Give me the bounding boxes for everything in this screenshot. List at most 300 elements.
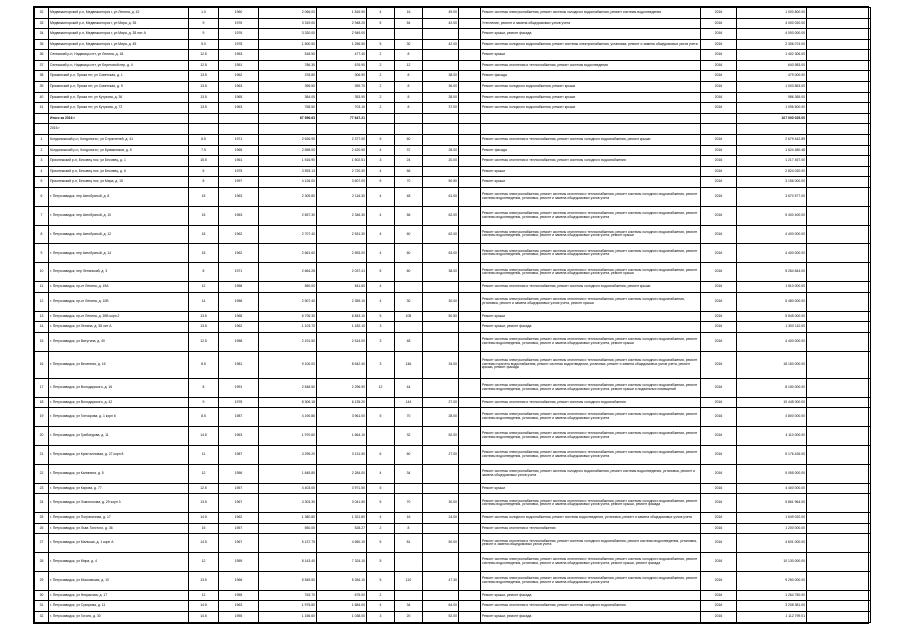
cell-d bbox=[459, 332, 481, 351]
cell-yr: 2016 bbox=[701, 18, 737, 29]
cell-a: 4 bbox=[367, 187, 395, 206]
cell-d bbox=[459, 513, 481, 524]
cell-empty bbox=[807, 601, 871, 612]
cell-empty bbox=[807, 29, 871, 40]
cell-empty bbox=[807, 8, 871, 19]
cell-b: 48 bbox=[395, 187, 423, 206]
cell-work: Ремонт системы электроснабжения, ремонт системы отопления и теплоснабжения, ремонт системы холодного водоснабжения, ремонт системы водоотведения, установка, ремонт и замена общедомовых узлов учета bbox=[481, 571, 701, 590]
cell-work: Ремонт системы электроснабжения, ремонт системы отопления и теплоснабжения, ремонт системы холодного водоснабжения, ремонт системы водоотведения, установка, ремонт и замена общедомовых узлов учета bbox=[481, 244, 701, 263]
cell-addr: Кондопожский р-н, Кондопога г, ул Бумажников, д. 5 bbox=[49, 145, 189, 156]
cell-year: 1965 bbox=[219, 145, 259, 156]
cell-area: 3 593.13 bbox=[259, 166, 317, 177]
cell-work: Ремонт системы электроснабжения, ремонт системы отопления и теплоснабжения, ремонт системы холодного водоснабжения, ремонт системы водоотведения, установка, ремонт и замена общедомовых узлов учета, ремонт крыши и подвальных помещений bbox=[481, 378, 701, 397]
cell-a: 4 bbox=[367, 225, 395, 244]
cell-floors: 14.5 bbox=[189, 513, 219, 524]
cell-b: 44 bbox=[395, 378, 423, 397]
cell-d bbox=[459, 311, 481, 322]
cell-floors: 15 bbox=[189, 523, 219, 534]
cell-area: 3 295.20 bbox=[259, 445, 317, 464]
cell-d bbox=[459, 553, 481, 572]
cell-year: 1991 bbox=[219, 378, 259, 397]
table-row bbox=[35, 29, 871, 40]
cell-work: Ремонт системы электроснабжения, ремонт системы отопления и теплоснабжения, ремонт системы холодного водоснабжения, ремонт системы водоотведения, установка, ремонт и замена общедомовых узлов учета, ремонт крыши bbox=[481, 332, 701, 351]
cell-area2: 3 607.00 bbox=[317, 177, 367, 188]
cell-floors: 15.5 bbox=[189, 156, 219, 167]
cell-year: 1976 bbox=[219, 29, 259, 40]
cell-d bbox=[459, 244, 481, 263]
cell-area: 1 103.70 bbox=[259, 322, 317, 333]
cell-cost: 1 000 800.00 bbox=[737, 8, 807, 19]
table-row bbox=[35, 445, 871, 464]
cell-year: 1962 bbox=[219, 322, 259, 333]
cell-addr: Пряжинский р-н, Пряжа пгт, ул Советская, д. 5 bbox=[49, 82, 189, 93]
cell-yr bbox=[701, 124, 737, 135]
cell-c bbox=[423, 60, 459, 71]
cell-d bbox=[459, 225, 481, 244]
cell-c: 20.00 bbox=[423, 156, 459, 167]
cell-yr: 2016 bbox=[701, 445, 737, 464]
cell-d bbox=[459, 71, 481, 82]
cell-empty bbox=[807, 113, 871, 124]
cell-yr: 2016 bbox=[701, 263, 737, 282]
cell-yr: 2016 bbox=[701, 244, 737, 263]
cell-c: 38.00 bbox=[423, 92, 459, 103]
cell-yr: 2016 bbox=[701, 92, 737, 103]
cell-a: 5 bbox=[367, 134, 395, 145]
cell-b: 8 bbox=[395, 92, 423, 103]
cell-cost: 2 679 442.89 bbox=[737, 134, 807, 145]
cell-a: 4 bbox=[367, 513, 395, 524]
cell-yr: 2016 bbox=[701, 571, 737, 590]
cell-empty bbox=[807, 263, 871, 282]
cell-d bbox=[459, 92, 481, 103]
table-row bbox=[35, 311, 871, 322]
cell-year: 1963 bbox=[219, 427, 259, 446]
cell-n: 20 bbox=[35, 427, 49, 446]
cell-addr: 2016 г bbox=[49, 124, 189, 135]
cell-addr: Пряжинский р-н, Пряжа пгт, ул Советская, д. 1 bbox=[49, 71, 189, 82]
cell-addr: г. Петрозаводск, ул Ватутина, д. 40 bbox=[49, 332, 189, 351]
cell-floors: 13.5 bbox=[189, 82, 219, 93]
cell-cost: 1 402 306.00 bbox=[737, 50, 807, 61]
cell-area: 5 137.75 bbox=[259, 534, 317, 553]
cell-n: 2 bbox=[35, 145, 49, 156]
cell-a: 3 bbox=[367, 156, 395, 167]
cell-empty bbox=[807, 82, 871, 93]
cell-area: 3 319.00 bbox=[259, 18, 317, 29]
cell-area: 768.50 bbox=[259, 103, 317, 114]
cell-empty bbox=[807, 156, 871, 167]
cell-b bbox=[395, 590, 423, 601]
cell-area2: 2 514.00 bbox=[317, 332, 367, 351]
cell-area2: 7 324.10 bbox=[317, 553, 367, 572]
cell-cost: 640 983.00 bbox=[737, 60, 807, 71]
cell-area2: 2 720.30 bbox=[317, 166, 367, 177]
cell-floors: 7.5 bbox=[189, 145, 219, 156]
table-row bbox=[35, 103, 871, 114]
cell-a: 12 bbox=[367, 378, 395, 397]
cell-a: 5 bbox=[367, 553, 395, 572]
cell-n bbox=[35, 113, 49, 124]
cell-empty bbox=[807, 483, 871, 494]
cell-year: 1956 bbox=[219, 464, 259, 483]
cell-floors: 8 bbox=[189, 378, 219, 397]
cell-area: 786.30 bbox=[259, 60, 317, 71]
cell-d bbox=[459, 494, 481, 513]
cell-area: 5 545.50 bbox=[259, 571, 317, 590]
table-row bbox=[35, 60, 871, 71]
cell-d bbox=[459, 18, 481, 29]
cell-year: 1961 bbox=[219, 156, 259, 167]
cell-floors: 11 bbox=[189, 445, 219, 464]
table-row bbox=[35, 292, 871, 311]
cell-yr: 2016 bbox=[701, 378, 737, 397]
cell-cost: 18 150 000.00 bbox=[737, 351, 807, 378]
cell-cost: 479 000.00 bbox=[737, 71, 807, 82]
cell-empty bbox=[807, 39, 871, 50]
cell-a: 3 bbox=[367, 332, 395, 351]
table-row bbox=[35, 82, 871, 93]
cell-year: 1956 bbox=[219, 292, 259, 311]
cell-yr: 2016 bbox=[701, 464, 737, 483]
cell-floors bbox=[189, 113, 219, 124]
cell-c bbox=[423, 282, 459, 293]
cell-b: 60 bbox=[395, 445, 423, 464]
cell-b: 81 bbox=[395, 534, 423, 553]
cell-cost: 4 000 000.00 bbox=[737, 29, 807, 40]
cell-n: 12 bbox=[35, 292, 49, 311]
cell-a bbox=[367, 29, 395, 40]
cell-a: 4 bbox=[367, 292, 395, 311]
table-row bbox=[35, 156, 871, 167]
cell-area: 550.00 bbox=[259, 523, 317, 534]
cell-n: 19 bbox=[35, 408, 49, 427]
cell-work: Ремонт системы отопления и теплоснабжения, ремонт системы холодного водоснабжения bbox=[481, 397, 701, 408]
cell-area: 2 661.60 bbox=[259, 244, 317, 263]
cell-area: 67 596.63 bbox=[259, 113, 317, 124]
cell-addr: Пряжинский р-н, Пряжа пгт, ул Кутузова, д. 72 bbox=[49, 103, 189, 114]
cell-yr: 2016 bbox=[701, 397, 737, 408]
cell-cost: 5 176 426.00 bbox=[737, 445, 807, 464]
cell-d bbox=[459, 39, 481, 50]
cell-n: 28 bbox=[35, 553, 49, 572]
cell-addr: Прионежский р-н, Бесовец пос, ул Мира, д. 15 bbox=[49, 177, 189, 188]
cell-c: 38.00 bbox=[423, 263, 459, 282]
cell-n: 29 bbox=[35, 571, 49, 590]
cell-c: 47.30 bbox=[423, 571, 459, 590]
cell-empty bbox=[807, 311, 871, 322]
cell-b: 108 bbox=[395, 311, 423, 322]
cell-year: 1978 bbox=[219, 397, 259, 408]
cell-cost: 4 400 000.00 bbox=[737, 225, 807, 244]
cell-empty bbox=[807, 166, 871, 177]
table-row bbox=[35, 590, 871, 601]
cell-empty bbox=[807, 145, 871, 156]
cell-a: 5 bbox=[367, 534, 395, 553]
cell-n: 33 bbox=[35, 18, 49, 29]
cell-c bbox=[423, 523, 459, 534]
cell-a bbox=[367, 397, 395, 408]
cell-b bbox=[395, 322, 423, 333]
cell-year: 1976 bbox=[219, 18, 259, 29]
cell-empty bbox=[807, 553, 871, 572]
cell-work: Ремонт системы электроснабжения, ремонт системы отопления и теплоснабжения, ремонт системы холодного водоснабжения, ремонт системы водоотведения, установка, ремонт и замена общедомовых узлов учета, ремонт крыши bbox=[481, 263, 701, 282]
cell-cost: 5 055 000.00 bbox=[737, 464, 807, 483]
cell-year: 1957 bbox=[219, 523, 259, 534]
cell-work: Ремонт крыши bbox=[481, 166, 701, 177]
cell-work: Ремонт системы отопления и теплоснабжения, ремонт системы холодного водоснабжения bbox=[481, 601, 701, 612]
cell-n: 15 bbox=[35, 332, 49, 351]
cell-area2: 2 116.30 bbox=[317, 187, 367, 206]
cell-b: 56 bbox=[395, 166, 423, 177]
cell-floors: 8.5 bbox=[189, 408, 219, 427]
cell-b bbox=[395, 282, 423, 293]
cell-work: Ремонт системы электроснабжения, ремонт системы холодного водоснабжения, ремонт системы водоотведения bbox=[481, 8, 701, 19]
cell-area: 2 507.40 bbox=[259, 292, 317, 311]
cell-year: 1955 bbox=[219, 611, 259, 622]
cell-c: 36.00 bbox=[423, 82, 459, 93]
cell-work: Ремонт системы электроснабжения, ремонт системы отопления и теплоснабжения, ремонт системы холодного водоснабжения, ремонт системы водоотведения, установка, ремонт и замена общедомовых узлов учета bbox=[481, 187, 701, 206]
cell-addr: г. Петрозаводск, ул Калинина, д. 5 bbox=[49, 464, 189, 483]
cell-d bbox=[459, 601, 481, 612]
cell-a: 2 bbox=[367, 103, 395, 114]
cell-area2: 2 949.00 bbox=[317, 29, 367, 40]
cell-year: 1971 bbox=[219, 134, 259, 145]
cell-n: 36 bbox=[35, 50, 49, 61]
cell-work: Ремонт системы отопления и теплоснабжения, ремонт системы холодного водоснабжения, ремонт крыши bbox=[481, 282, 701, 293]
cell-floors: 9 bbox=[189, 397, 219, 408]
table-row bbox=[35, 134, 871, 145]
cell-work: Ремонт системы отопления и теплоснабжения, ремонт системы холодного водоснабжения, ремонт крыши bbox=[481, 134, 701, 145]
cell-addr: г. Петрозаводск, ул Кирова, д. 77 bbox=[49, 483, 189, 494]
cell-area: 4 190.86 bbox=[259, 408, 317, 427]
cell-addr: г. Петрозаводск, пер Ленинский, д. 3 bbox=[49, 263, 189, 282]
cell-b bbox=[395, 113, 423, 124]
cell-b: 70 bbox=[395, 408, 423, 427]
cell-year: 1963 bbox=[219, 82, 259, 93]
cell-year: 1975 bbox=[219, 166, 259, 177]
cell-yr: 2016 bbox=[701, 494, 737, 513]
cell-area2: 306.90 bbox=[317, 71, 367, 82]
table-row bbox=[35, 263, 871, 282]
table-row bbox=[35, 408, 871, 427]
cell-floors: 5 bbox=[189, 166, 219, 177]
cell-addr: Сегежский р-н, Надвоицы пгт, ул Береговой пер, д. 4 bbox=[49, 60, 189, 71]
cell-addr: г. Петрозаводск, ул Суворова, д. 11 bbox=[49, 601, 189, 612]
cell-addr: г. Петрозаводск, пер Автобусный, д. 8 bbox=[49, 187, 189, 206]
cell-empty bbox=[807, 177, 871, 188]
cell-floors: 12 bbox=[189, 282, 219, 293]
table-row bbox=[35, 18, 871, 29]
cell-n: 22 bbox=[35, 464, 49, 483]
cell-floors: 12 bbox=[189, 553, 219, 572]
cell-addr: г. Петрозаводск, пер Автобусный, д. 10 bbox=[49, 206, 189, 225]
cell-b: 34 bbox=[395, 601, 423, 612]
cell-n: 38 bbox=[35, 71, 49, 82]
cell-area2: 675.00 bbox=[317, 590, 367, 601]
cell-c bbox=[423, 134, 459, 145]
cell-floors: 14.5 bbox=[189, 427, 219, 446]
cell-addr: г. Петрозаводск, ул Ломоносова, д. 29 корп 3 bbox=[49, 494, 189, 513]
cell-c: 61.00 bbox=[423, 187, 459, 206]
cell-empty bbox=[807, 322, 871, 333]
cell-work: Ремонт крыши, ремонт фасада bbox=[481, 322, 701, 333]
cell-area2: 3 971.50 bbox=[317, 483, 367, 494]
cell-c: 34.00 bbox=[423, 351, 459, 378]
cell-c: 27.00 bbox=[423, 445, 459, 464]
cell-yr: 2016 bbox=[701, 29, 737, 40]
cell-yr: 2016 bbox=[701, 177, 737, 188]
table-row bbox=[35, 50, 871, 61]
cell-cost: 1 200 000.00 bbox=[737, 523, 807, 534]
cell-cost: 4 000 020.00 bbox=[737, 18, 807, 29]
cell-n: 21 bbox=[35, 445, 49, 464]
cell-c bbox=[423, 166, 459, 177]
cell-yr: 2016 bbox=[701, 103, 737, 114]
cell-c: 49.00 bbox=[423, 8, 459, 19]
cell-c bbox=[423, 378, 459, 397]
cell-d bbox=[459, 124, 481, 135]
cell-work: Ремонт системы холодного водоснабжения, ремонт крыши bbox=[481, 82, 701, 93]
cell-n: 23 bbox=[35, 483, 49, 494]
cell-yr: 2016 bbox=[701, 282, 737, 293]
cell-area2: 3 041.50 bbox=[317, 494, 367, 513]
cell-year: 1962 bbox=[219, 244, 259, 263]
cell-c: 42.00 bbox=[423, 18, 459, 29]
cell-area2: 359.70 bbox=[317, 82, 367, 93]
cell-a: 5 bbox=[367, 177, 395, 188]
cell-n: 4 bbox=[35, 166, 49, 177]
cell-cost: 4 400 000.00 bbox=[737, 483, 807, 494]
cell-area2: 3 131.50 bbox=[317, 445, 367, 464]
cell-area: 384.00 bbox=[259, 92, 317, 103]
cell-year: 1963 bbox=[219, 601, 259, 612]
cell-b: 54 bbox=[395, 18, 423, 29]
cell-c bbox=[423, 113, 459, 124]
cell-floors: 13.5 bbox=[189, 494, 219, 513]
cell-d bbox=[459, 50, 481, 61]
cell-cost: 10 445 000.00 bbox=[737, 397, 807, 408]
cell-work: Ремонт фасада bbox=[481, 145, 701, 156]
cell-work: Ремонт системы электроснабжения, ремонт системы отопления и теплоснабжения, ремонт системы холодного водоснабжения, ремонт системы водоотведения, установка, ремонт и замена общедомовых узлов учета bbox=[481, 206, 701, 225]
capital-repair-table bbox=[34, 7, 871, 623]
cell-floors: 12.5 bbox=[189, 50, 219, 61]
cell-cost: 5 861 964.00 bbox=[737, 494, 807, 513]
cell-area2: 2 284.00 bbox=[317, 464, 367, 483]
cell-addr: Медвежьегорский р-н, Медвежьегорск г, ул Мира, д. 45 bbox=[49, 39, 189, 50]
table-row bbox=[35, 282, 871, 293]
cell-a: 3 bbox=[367, 322, 395, 333]
cell-d bbox=[459, 611, 481, 622]
cell-work: Ремонт крыши bbox=[481, 483, 701, 494]
cell-area: 1 380.80 bbox=[259, 513, 317, 524]
cell-area: 2 548.50 bbox=[259, 378, 317, 397]
cell-b bbox=[395, 483, 423, 494]
cell-year: 1963 bbox=[219, 187, 259, 206]
cell-cost: 5 845 000.00 bbox=[737, 311, 807, 322]
table-row bbox=[35, 553, 871, 572]
cell-area: 2 191.50 bbox=[259, 332, 317, 351]
cell-area2: 1 664.10 bbox=[317, 427, 367, 446]
cell-cost: 4 400 000.00 bbox=[737, 244, 807, 263]
cell-year: 1967 bbox=[219, 534, 259, 553]
cell-floors: 5.0 bbox=[189, 39, 219, 50]
cell-floors: 12.5 bbox=[189, 483, 219, 494]
cell-year: 1953 bbox=[219, 50, 259, 61]
cell-yr: 2016 bbox=[701, 332, 737, 351]
cell-area2: 353.90 bbox=[317, 92, 367, 103]
cell-d bbox=[459, 445, 481, 464]
cell-yr: 2016 bbox=[701, 292, 737, 311]
cell-year bbox=[219, 124, 259, 135]
cell-work: Ремонт системы отопления и теплоснабжения, ремонт системы холодного водоснабжения bbox=[481, 156, 701, 167]
cell-d bbox=[459, 534, 481, 553]
cell-area: 4 403.00 bbox=[259, 483, 317, 494]
table-row bbox=[35, 206, 871, 225]
table-row bbox=[35, 92, 871, 103]
cell-b bbox=[395, 553, 423, 572]
cell-a bbox=[367, 113, 395, 124]
cell-c: 50.50 bbox=[423, 177, 459, 188]
cell-c: 64.00 bbox=[423, 601, 459, 612]
cell-addr: г. Петрозаводск, ул Володарского, д. 42 bbox=[49, 397, 189, 408]
cell-empty bbox=[807, 187, 871, 206]
cell-cost: 1 624 480.48 bbox=[737, 145, 807, 156]
cell-a: 5 bbox=[367, 18, 395, 29]
cell-b: 16 bbox=[395, 8, 423, 19]
cell-cost: 5 400 400.00 bbox=[737, 206, 807, 225]
cell-b: 60 bbox=[395, 134, 423, 145]
table-row bbox=[35, 464, 871, 483]
cell-cost: 4 110 000.00 bbox=[737, 427, 807, 446]
table-row bbox=[35, 351, 871, 378]
cell-year: 1962 bbox=[219, 225, 259, 244]
cell-n: 34 bbox=[35, 29, 49, 40]
cell-empty bbox=[807, 494, 871, 513]
cell-cost: 1 300 110.00 bbox=[737, 322, 807, 333]
cell-yr: 2016 bbox=[701, 523, 737, 534]
table-row bbox=[35, 332, 871, 351]
cell-d bbox=[459, 8, 481, 19]
cell-work: Ремонт системы электроснабжения, ремонт системы отопления и теплоснабжения, ремонт системы холодного водоснабжения, ремонт системы водоотведения, установка, ремонт и замена общедомовых узлов учета, ремонт крыши bbox=[481, 225, 701, 244]
cell-work: Ремонт системы электроснабжения, ремонт системы отопления и теплоснабжения, ремонт системы холодного водоснабжения, ремонт системы водоотведения, установка, ремонт и замена общедомовых узлов учета, ремонт крыши, ремонт фасада bbox=[481, 494, 701, 513]
cell-a: 2 bbox=[367, 71, 395, 82]
cell-addr: Прионежский р-н, Бесовец пос, ул Бесовец, д. 1 bbox=[49, 156, 189, 167]
table-row bbox=[35, 601, 871, 612]
table-row bbox=[35, 8, 871, 19]
cell-empty bbox=[807, 18, 871, 29]
cell-yr: 2016 bbox=[701, 513, 737, 524]
cell-work: Ремонт системы электроснабжения, ремонт системы холодного водоснабжения, ремонт системы водоотведения, установка, ремонт и замена общедомовых узлов учета bbox=[481, 464, 701, 483]
cell-c: 38.00 bbox=[423, 71, 459, 82]
cell-area: 2 066.00 bbox=[259, 8, 317, 19]
cell-yr: 2016 bbox=[701, 427, 737, 446]
cell-floors bbox=[189, 124, 219, 135]
cell-n: 8 bbox=[35, 225, 49, 244]
cell-c: 28.00 bbox=[423, 408, 459, 427]
cell-a: 5 bbox=[367, 263, 395, 282]
cell-addr: г. Петрозаводск, ул Ленина, д. 38 лит А bbox=[49, 322, 189, 333]
table-row bbox=[35, 166, 871, 177]
cell-empty bbox=[807, 282, 871, 293]
cell-area2: 1 321.80 bbox=[317, 513, 367, 524]
cell-d bbox=[459, 156, 481, 167]
cell-empty bbox=[807, 351, 871, 378]
cell-addr: Прионежский р-н, Бесовец пос, ул Бесовец, д. 6 bbox=[49, 166, 189, 177]
cell-area2: 6 135.20 bbox=[317, 397, 367, 408]
cell-floors: 12.5 bbox=[189, 60, 219, 71]
cell-d bbox=[459, 103, 481, 114]
